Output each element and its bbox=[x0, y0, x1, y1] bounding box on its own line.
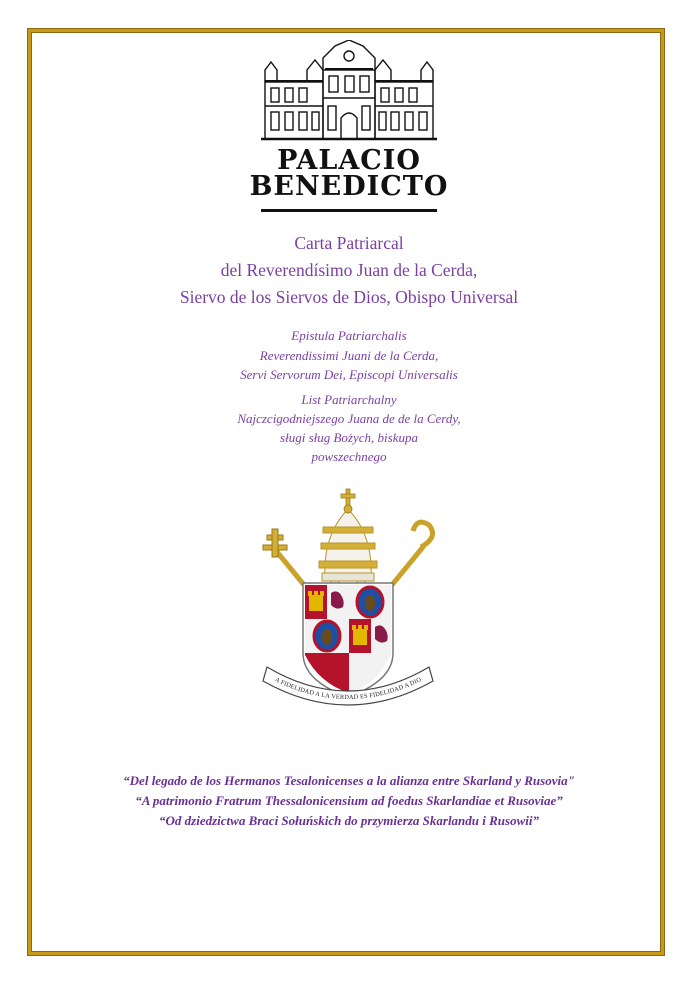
latin-line-2: Reverendissimi Juani de la Cerda, bbox=[259, 347, 439, 363]
papal-coat-of-arms-icon bbox=[253, 485, 443, 707]
latin-title bbox=[0, 326, 698, 385]
title-line-1: Carta Patriarcal bbox=[294, 233, 404, 253]
polish-line-2: Najczcigodniejszego Juana de de la Cerdy, bbox=[237, 411, 461, 426]
palace-logo bbox=[0, 40, 698, 212]
polish-title bbox=[0, 390, 698, 466]
motto-latin: “A patrimonio Fratrum Thessalonicensium ad foedus Skarlandiae et Rusoviae” bbox=[135, 793, 563, 808]
logo-wordmark bbox=[0, 145, 698, 202]
polish-line-1: List Patriarchalny bbox=[301, 392, 397, 407]
logo-line-2: BENEDICTO bbox=[249, 171, 449, 202]
motto-spanish: “Del legado de los Hermanos Tesalonicenses a la alianza entre Skarland y Rusovia" bbox=[123, 773, 575, 788]
coat-of-arms bbox=[253, 485, 443, 712]
trilingual-mottos bbox=[0, 771, 698, 831]
motto-polish: “Od dziedzictwa Braci Sołuńskich do przymierza Skarlandu i Rusowii” bbox=[159, 813, 539, 828]
latin-line-1: Epistula Patriarchalis bbox=[291, 328, 407, 343]
title-line-3: Siervo de los Siervos de Dios, Obispo Universal bbox=[179, 287, 519, 307]
logo-underline bbox=[261, 209, 437, 212]
polish-line-3: sługi sług Bożych, biskupa bbox=[280, 430, 418, 445]
polish-line-4: powszechnego bbox=[311, 449, 387, 464]
title-line-2: del Reverendísimo Juan de la Cerda, bbox=[220, 260, 478, 280]
palace-building-icon bbox=[261, 40, 437, 142]
coat-of-arms-motto: A FIDELIDAD A LA VERDAD ES FIDELIDAD A DIO bbox=[273, 676, 423, 702]
document-title bbox=[0, 230, 698, 311]
latin-line-3: Servi Servorum Dei, Episcopi Universalis bbox=[240, 367, 458, 382]
logo-line-1: PALACIO bbox=[277, 145, 421, 176]
